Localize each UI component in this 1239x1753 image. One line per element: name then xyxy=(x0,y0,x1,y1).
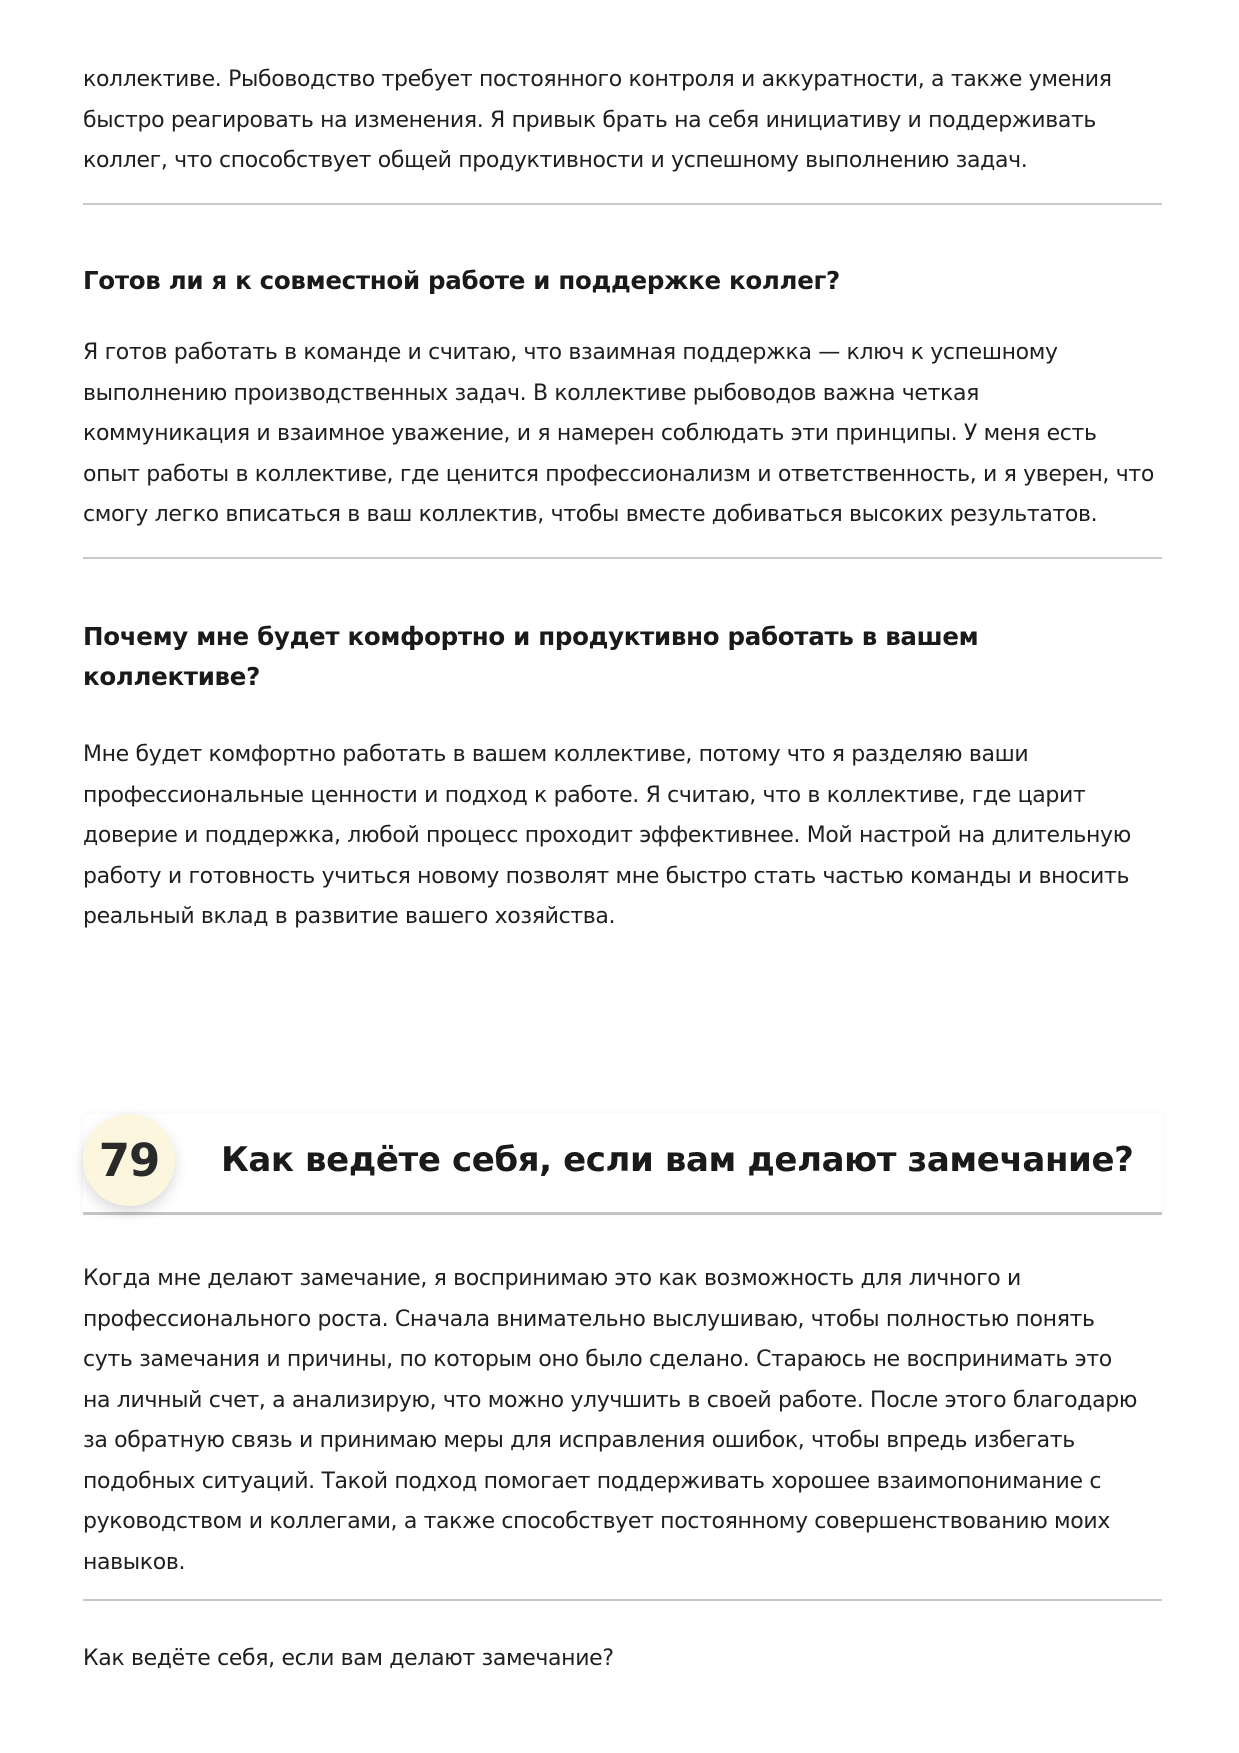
paragraph-line: опыт работы в коллективе, где ценится профессионализм и ответственность, и я уверен, что xyxy=(83,461,1154,487)
paragraph-line: быстро реагировать на изменения. Я привык брать на себя инициативу и поддерживать xyxy=(83,107,1097,133)
paragraph-line: за обратную связь и принимаю меры для исправления ошибок, чтобы впредь избегать xyxy=(83,1428,1075,1453)
comfort-answer xyxy=(83,735,1162,938)
paragraph-line: руководством и коллегами, а также способствует постоянному совершенствованию моих xyxy=(83,1509,1110,1534)
paragraph-line: подобных ситуаций. Такой подход помогает поддерживать хорошее взаимопонимание с xyxy=(83,1468,1102,1494)
paragraph-line: коммуникация и взаимное уважение, и я намерен соблюдать эти принципы. У меня есть xyxy=(83,421,1097,446)
paragraph-line: доверие и поддержка, любой процесс проходит эффективнее. Мой настрой на длительную xyxy=(83,823,1131,848)
section-divider xyxy=(83,1599,1162,1601)
paragraph-line: Я готов работать в команде и считаю, что взаимная поддержка — ключ к успешному xyxy=(83,340,1058,365)
paragraph-line: реальный вклад в развитие вашего хозяйства. xyxy=(83,904,616,929)
paragraph-line: смогу легко вписаться в ваш коллектив, чтобы вместе добиваться высоких результатов. xyxy=(83,502,1098,527)
team-answer xyxy=(83,333,1162,536)
paragraph-line: профессиональные ценности и подход к работе. Я считаю, что в коллективе, где царит xyxy=(83,782,1086,808)
heading-line: коллективе? xyxy=(83,662,260,691)
section-heading xyxy=(83,617,1162,697)
team-section xyxy=(83,264,1162,298)
question-header xyxy=(83,1114,1162,1212)
paragraph-line: коллег, что способствует общей продуктивности и успешному выполнению задач. xyxy=(83,148,1028,173)
paragraph-line: Когда мне делают замечание, я воспринимаю это как возможность для личного и xyxy=(83,1266,1021,1291)
previous-answer-tail xyxy=(83,60,1162,182)
paragraph-line: выполнению производственных задач. В коллективе рыбоводов важна четкая xyxy=(83,380,979,406)
section-divider xyxy=(83,557,1162,559)
question-footer xyxy=(83,1639,1162,1680)
paragraph-line: навыков. xyxy=(83,1549,186,1575)
question-number-badge: 79 xyxy=(83,1114,175,1206)
section-divider xyxy=(83,203,1162,205)
question-answer xyxy=(83,1259,1162,1583)
footer-question-text: Как ведёте себя, если вам делают замечание? xyxy=(83,1646,614,1671)
paragraph-line: суть замечания и причины, по которым оно было сделано. Стараюсь не воспринимать это xyxy=(83,1347,1112,1372)
comfort-section xyxy=(83,617,1162,697)
paragraph-line: на личный счет, а анализирую, что можно улучшить в своей работе. После этого благодарю xyxy=(83,1387,1138,1413)
paragraph-line: коллективе. Рыбоводство требует постоянного контроля и аккуратности, а также умения xyxy=(83,67,1112,92)
paragraph-line: профессионального роста. Сначала внимательно выслушиваю, чтобы полностью понять xyxy=(83,1306,1095,1332)
heading-line: Почему мне будет комфортно и продуктивно работать в вашем xyxy=(83,622,979,651)
section-heading: Готов ли я к совместной работе и поддержке коллег? xyxy=(83,266,840,295)
paragraph-line: работу и готовность учиться новому позволят мне быстро стать частью команды и вносить xyxy=(83,863,1130,889)
question-title: Как ведёте себя, если вам делают замечание? xyxy=(221,1140,1134,1180)
paragraph-line: Мне будет комфортно работать в вашем коллективе, потому что я разделяю ваши xyxy=(83,742,1029,767)
